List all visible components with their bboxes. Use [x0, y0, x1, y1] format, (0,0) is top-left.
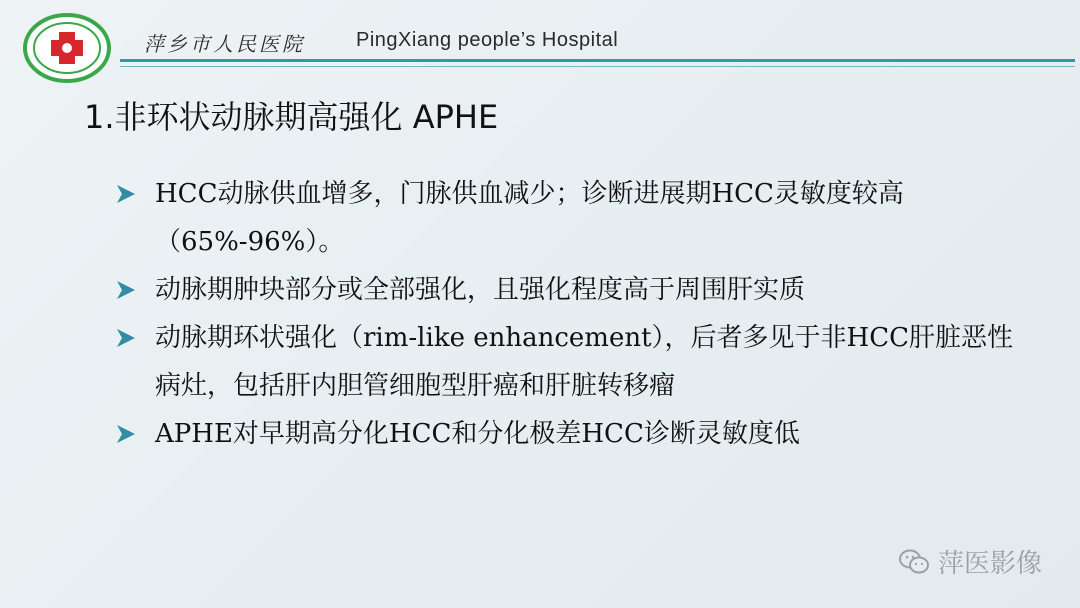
header-rule-thin	[120, 66, 1075, 67]
arrow-bullet-icon	[115, 279, 137, 301]
arrow-bullet-icon	[115, 183, 137, 205]
hospital-name-en: PingXiang people’s Hospital	[356, 29, 619, 51]
watermark-text: 萍医影像	[937, 549, 1042, 579]
arrow-bullet-icon	[115, 423, 137, 445]
bullet-text: 动脉期肿块部分或全部强化，且强化程度高于周围肝实质	[155, 275, 806, 305]
bullet-list	[115, 170, 1015, 458]
bullet-item	[115, 170, 1015, 266]
bullet-item	[115, 266, 1015, 314]
bullet-text: 动脉期环状强化（rim-like enhancement），后者多见于非HCC肝脏恶性病灶，包括肝内胆管细胞型肝癌和肝脏转移瘤	[155, 323, 1013, 401]
hospital-name-cn: 萍乡市人民医院	[144, 32, 305, 56]
bullet-text: APHE对早期高分化HCC和分化极差HCC诊断灵敏度低	[155, 419, 800, 449]
header-rule	[120, 59, 1075, 62]
watermark	[898, 543, 1042, 580]
wechat-icon	[898, 548, 930, 576]
arrow-bullet-icon	[115, 327, 137, 349]
slide-title: 1.非环状动脉期高强化 APHE	[84, 98, 499, 136]
bullet-item	[115, 314, 1015, 410]
bullet-item	[115, 410, 1015, 458]
slide-header	[0, 0, 1080, 100]
hospital-logo-icon	[22, 12, 112, 84]
bullet-text: HCC动脉供血增多，门脉供血减少；诊断进展期HCC灵敏度较高（65%-96%）。	[155, 179, 904, 257]
